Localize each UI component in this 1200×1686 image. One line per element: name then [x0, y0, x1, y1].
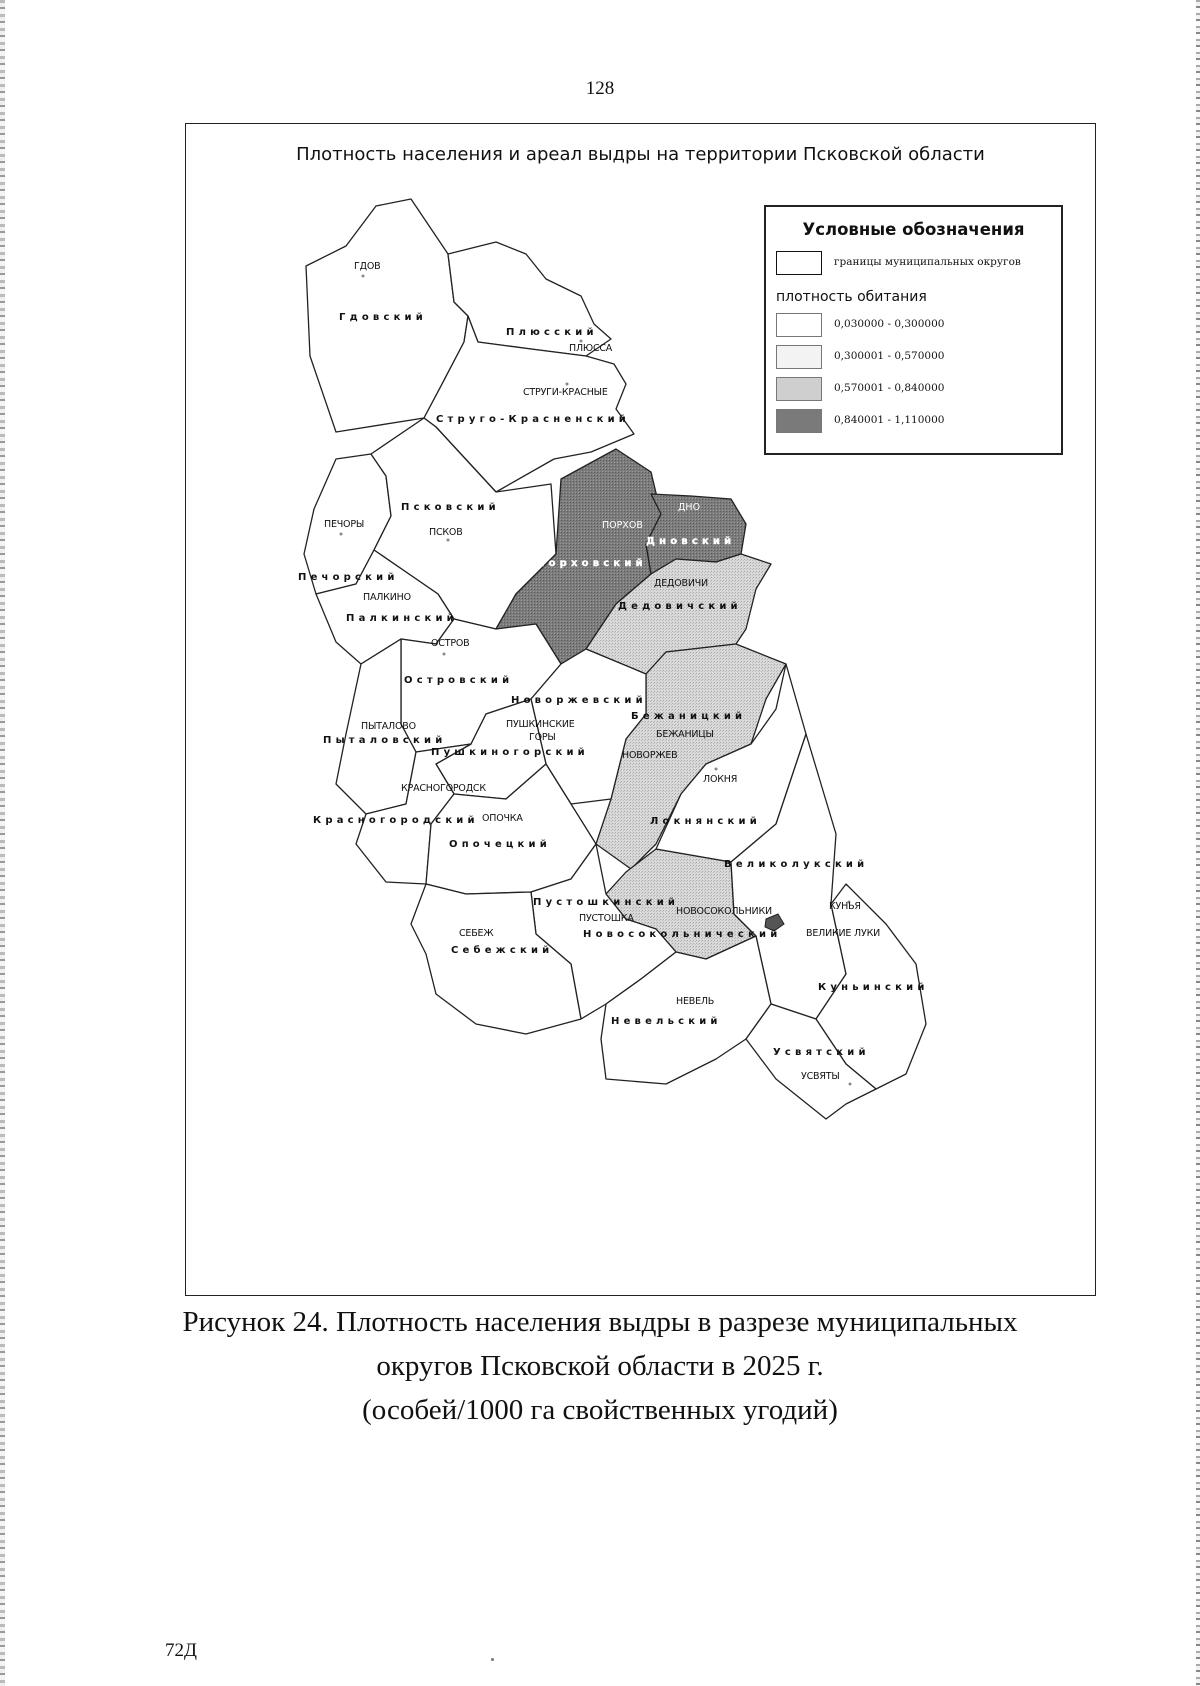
district-label-strugo: Струго-Красненский [436, 414, 630, 425]
legend-row-class-4 [776, 409, 1056, 435]
legend-swatch-class-4 [776, 409, 822, 433]
district-label-dnovsky: Дновский [646, 536, 736, 547]
legend-row-boundary [776, 251, 1056, 277]
town-label-pskov: ПСКОВ [429, 527, 463, 538]
district-label-pytalovsky: Пыталовский [323, 735, 447, 746]
map-frame [185, 123, 1096, 1296]
town-label-pytalovo: ПЫТАЛОВО [361, 721, 416, 732]
town-label-pechory: ПЕЧОРЫ [324, 519, 365, 530]
town-label-novorzhev: НОВОРЖЕВ [622, 750, 678, 761]
district-label-pushkinogorsky: Пушкиногорский [431, 747, 589, 758]
legend-label-class-2: 0,300001 - 0,570000 [834, 350, 945, 362]
town-label-sebezh: СЕБЕЖ [459, 928, 494, 939]
district-label-pechorsky: Печорский [298, 572, 399, 583]
legend-label-class-3: 0,570001 - 0,840000 [834, 382, 945, 394]
legend-row-class-1 [776, 313, 1056, 339]
map-legend [764, 205, 1063, 455]
town-label-novosokolniki: НОВОСОКОЛЬНИКИ [676, 906, 772, 917]
legend-row-class-3 [776, 377, 1056, 403]
legend-label-class-4: 0,840001 - 1,110000 [834, 414, 945, 426]
town-label-bezhanitsy: БЕЖАНИЦЫ [656, 729, 714, 740]
legend-row-class-2 [776, 345, 1056, 371]
district-label-palkinsky: Палкинский [346, 613, 458, 624]
district-label-porkhovsky: Порховский [536, 558, 647, 569]
district-label-pustoshkinsky: Пустошкинский [533, 897, 680, 908]
legend-swatch-class-1 [776, 313, 822, 337]
map-title: Плотность населения и ареал выдры на территории Псковской области [296, 144, 985, 165]
scan-edge-left [0, 0, 5, 1686]
legend-density-heading: плотность обитания [776, 289, 927, 305]
footer-code: 72Д [165, 1640, 197, 1661]
scan-artifact-dot [491, 1658, 494, 1661]
town-label-loknya: ЛОКНЯ [703, 774, 738, 785]
district-label-sebezhsky: Себежский [451, 945, 554, 956]
district-label-nevelsky: Невельский [611, 1016, 722, 1027]
town-label-ostrov: ОСТРОВ [431, 638, 470, 649]
town-label-pushkinskie: ПУШКИНСКИЕ [506, 719, 575, 730]
district-label-novosokolnichesky: Новосокольнический [583, 929, 782, 940]
legend-swatch-boundary [776, 251, 822, 275]
district-label-bezhanitsky: Бежаницкий [631, 711, 747, 722]
legend-label-boundary: границы муниципальных округов [834, 256, 1021, 268]
town-label-plyussa: ПЛЮССА [569, 343, 613, 354]
district-label-opochetsky: Опочецкий [449, 839, 551, 850]
town-label-velikie-luki: ВЕЛИКИЕ ЛУКИ [806, 928, 881, 939]
legend-title: Условные обозначения [802, 220, 1025, 239]
town-label-opochka: ОПОЧКА [482, 813, 523, 824]
caption-line-1: Рисунок 24. Плотность населения выдры в разрезе муниципальных [182, 1306, 1018, 1338]
town-label-usvyaty: УСВЯТЫ [801, 1071, 840, 1082]
district-label-usvyatsky: Усвятский [773, 1047, 870, 1058]
caption-line-3: (особей/1000 га свойственных угодий) [362, 1394, 838, 1426]
district-label-velikoluksky: Великолукский [724, 859, 869, 870]
legend-swatch-class-2 [776, 345, 822, 369]
town-label-nevel: НЕВЕЛЬ [676, 996, 715, 1007]
district-label-gdovsky: Гдовский [339, 312, 427, 323]
district-label-kuninsky: Куньинский [818, 982, 929, 993]
district-label-novorzhevsky: Новоржевский [511, 695, 647, 706]
district-label-pskovsky: Псковский [401, 502, 500, 513]
district-label-dedovichsky: Дедовичский [618, 601, 742, 612]
page-number: 128 [585, 78, 615, 99]
town-label-kunya: КУНЬЯ [829, 901, 861, 912]
town-label-krasnogorodsk: КРАСНОГОРОДСК [401, 783, 486, 794]
scan-edge-right [1196, 0, 1200, 1686]
district-label-krasnogorodsky: Красногородский [313, 815, 479, 826]
town-label-gory: ГОРЫ [529, 732, 556, 743]
town-label-dno: ДНО [678, 502, 701, 513]
legend-label-class-1: 0,030000 - 0,300000 [834, 318, 945, 330]
town-label-strugi: СТРУГИ-КРАСНЫЕ [523, 387, 608, 398]
district-label-ostrovsky: Островский [404, 675, 514, 686]
district-label-lokniansky: Локнянский [650, 816, 761, 827]
town-label-porkhov: ПОРХОВ [602, 520, 643, 531]
town-label-dedovichi: ДЕДОВИЧИ [654, 578, 708, 589]
town-label-palkino: ПАЛКИНО [363, 592, 411, 603]
town-label-pustoshka: ПУСТОШКА [579, 913, 634, 924]
district-label-plyussky: Плюсский [506, 327, 598, 338]
caption-line-2: округов Псковской области в 2025 г. [376, 1350, 824, 1382]
town-label-gdov: ГДОВ [354, 261, 381, 272]
legend-swatch-class-3 [776, 377, 822, 401]
